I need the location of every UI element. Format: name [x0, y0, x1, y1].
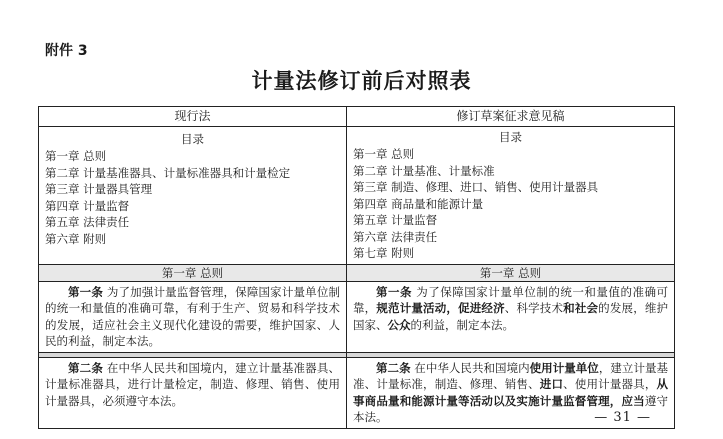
text-span: 的发展，维护国家、 [353, 301, 669, 332]
right-toc-item: 第二章 计量基准、计量标准 [353, 163, 495, 178]
comparison-table [38, 106, 675, 429]
article-1-lead: 第一条 [376, 284, 413, 299]
article-1-lead: 第一条 [68, 284, 104, 299]
left-toc-item: 第一章 总则 [45, 149, 107, 163]
column-header-draft: 修订草案征求意见稿 [347, 107, 675, 127]
article-1-row [39, 281, 675, 352]
text-span: ，建立计量基准、计量标准，制造、修理、销售、 [353, 360, 669, 391]
article-1-current [39, 281, 347, 352]
right-toc [347, 126, 675, 264]
left-toc-item: 第四章 计量监督 [45, 198, 130, 213]
left-toc-item: 第五章 法律责任 [45, 215, 130, 229]
right-toc-item: 第七章 附则 [353, 246, 415, 260]
page-title: 计量法修订前后对照表 [251, 68, 472, 93]
text-span: 、使用计量器具， [563, 377, 657, 391]
text-span: 为了保障国家计量单位制的统一和量值的准确可靠， [353, 284, 669, 315]
text-span: 的利益，制定本法。 [410, 317, 514, 332]
left-toc-item: 第三章 计量器具管理 [45, 182, 153, 196]
article-2-lead: 第二条 [376, 360, 411, 375]
page-number: — 31 — [594, 410, 651, 425]
right-toc-item: 第六章 法律责任 [353, 229, 438, 244]
column-header-current-law: 现行法 [39, 107, 347, 127]
article-2-text: 在中华人民共和国境内，建立计量基准器具、计量标准器具，进行计量检定，制造、修理、销售、使用计量器具，必须遵守本法。 [45, 360, 341, 408]
article-2-current [39, 357, 347, 428]
chapter-heading-row [39, 264, 675, 281]
chapter-heading-right: 第一章 总则 [347, 264, 675, 281]
article-1-text: 为了加强计量监督管理，保障国家计量单位制的统一和量值的准确可靠，有利于生产、贸易和科学技术的发展，适应社会主义现代化建设的需要，维护国家、人民的利益，制定本法。 [45, 284, 341, 348]
right-toc-item: 第五章 计量监督 [353, 213, 438, 227]
right-toc-item: 第三章 制造、修理、进口、销售、使用计量器具 [353, 180, 599, 194]
right-toc-item: 第四章 商品量和能源计量 [353, 196, 484, 211]
amended-text: 规范计量活动，促进经济 [376, 301, 505, 315]
left-toc [39, 126, 347, 264]
left-toc-heading: 目录 [181, 131, 204, 146]
text-span: 在中华人民共和国境内 [410, 360, 530, 375]
left-toc-item: 第六章 附则 [45, 231, 107, 246]
amended-text: 从事商品量和能源计量等活动以及实施计量监督管理，应当 [353, 377, 669, 408]
amended-text: 使用计量单位 [529, 360, 599, 375]
text-span: 遵守本法。 [353, 393, 669, 424]
toc-row [39, 126, 675, 264]
table-header-row [39, 107, 675, 127]
article-2-lead: 第二条 [68, 360, 104, 375]
article-2-row [39, 357, 675, 428]
left-toc-item: 第二章 计量基准器具、计量标准器具和计量检定 [45, 165, 291, 180]
amended-text: 公众 [387, 317, 411, 332]
amended-text: 进口 [539, 377, 564, 391]
right-toc-item: 第一章 总则 [353, 147, 415, 161]
article-1-draft [347, 281, 675, 352]
annex-label: 附件 3 [45, 43, 88, 59]
text-span: 、科学技术 [504, 301, 564, 315]
amended-text: 和社会 [563, 301, 599, 315]
chapter-heading-left: 第一章 总则 [39, 264, 347, 281]
right-toc-heading: 目录 [499, 129, 522, 144]
